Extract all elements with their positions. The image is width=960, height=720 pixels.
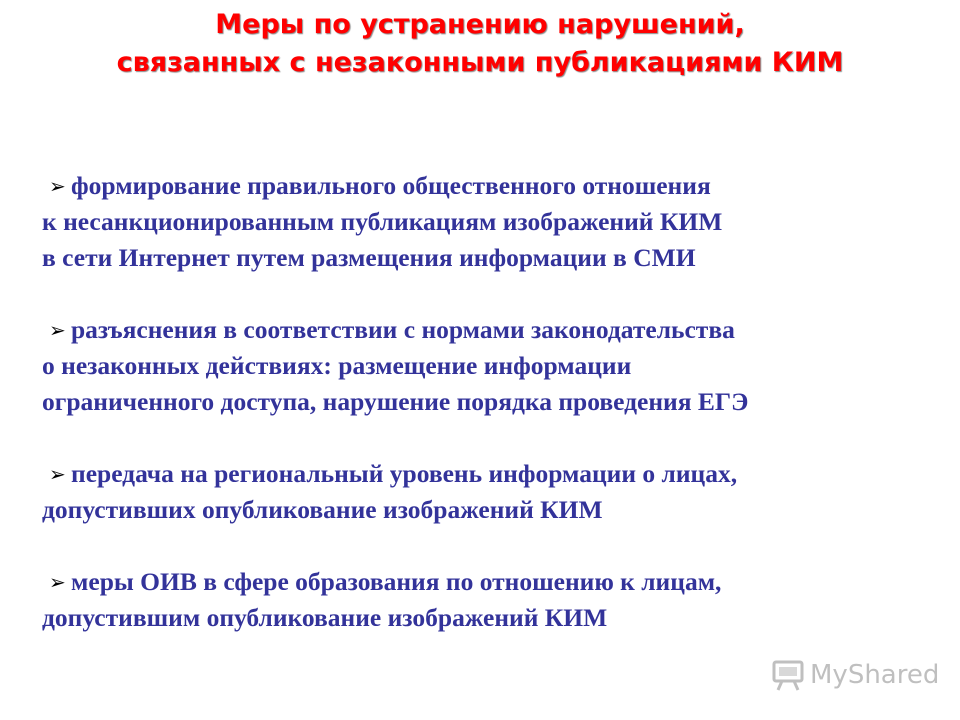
item-1-line-3: в сети Интернет путем размещения информации в СМИ xyxy=(42,243,696,272)
list-item xyxy=(42,312,947,420)
item-2-line-2: о незаконных действиях: размещение информации xyxy=(42,351,632,380)
list-item xyxy=(42,168,947,276)
arrow-bullet-icon: ➢ xyxy=(49,174,66,198)
arrow-bullet-icon: ➢ xyxy=(49,570,66,594)
title-line-1: Меры по устранению нарушений, xyxy=(215,9,745,40)
myshared-watermark xyxy=(770,655,939,695)
list-item xyxy=(42,564,947,636)
item-2-line-1: разъяснения в соответствии с нормами законодательства xyxy=(71,315,735,344)
item-3-line-1: передача на региональный уровень информации о лицах, xyxy=(71,459,738,488)
title-line-2: связанных с незаконными публикациями КИМ xyxy=(116,47,844,78)
slide-title xyxy=(0,6,960,82)
item-1-line-2: к несанкционированным публикациям изображений КИМ xyxy=(42,207,723,236)
presentation-board-icon xyxy=(770,657,806,693)
item-4-line-1: меры ОИВ в сфере образования по отношению к лицам, xyxy=(71,567,722,596)
list-item xyxy=(42,456,947,528)
item-2-line-3: ограниченного доступа, нарушение порядка проведения ЕГЭ xyxy=(42,387,749,416)
arrow-bullet-icon: ➢ xyxy=(49,462,66,486)
arrow-bullet-icon: ➢ xyxy=(49,318,66,342)
item-1-line-1: формирование правильного общественного отношения xyxy=(71,171,711,200)
item-3-line-2: допустивших опубликование изображений КИМ xyxy=(42,495,603,524)
item-4-line-2: допустившим опубликование изображений КИМ xyxy=(42,603,608,632)
watermark-text: MyShared xyxy=(810,660,940,690)
bullet-list xyxy=(42,168,947,636)
